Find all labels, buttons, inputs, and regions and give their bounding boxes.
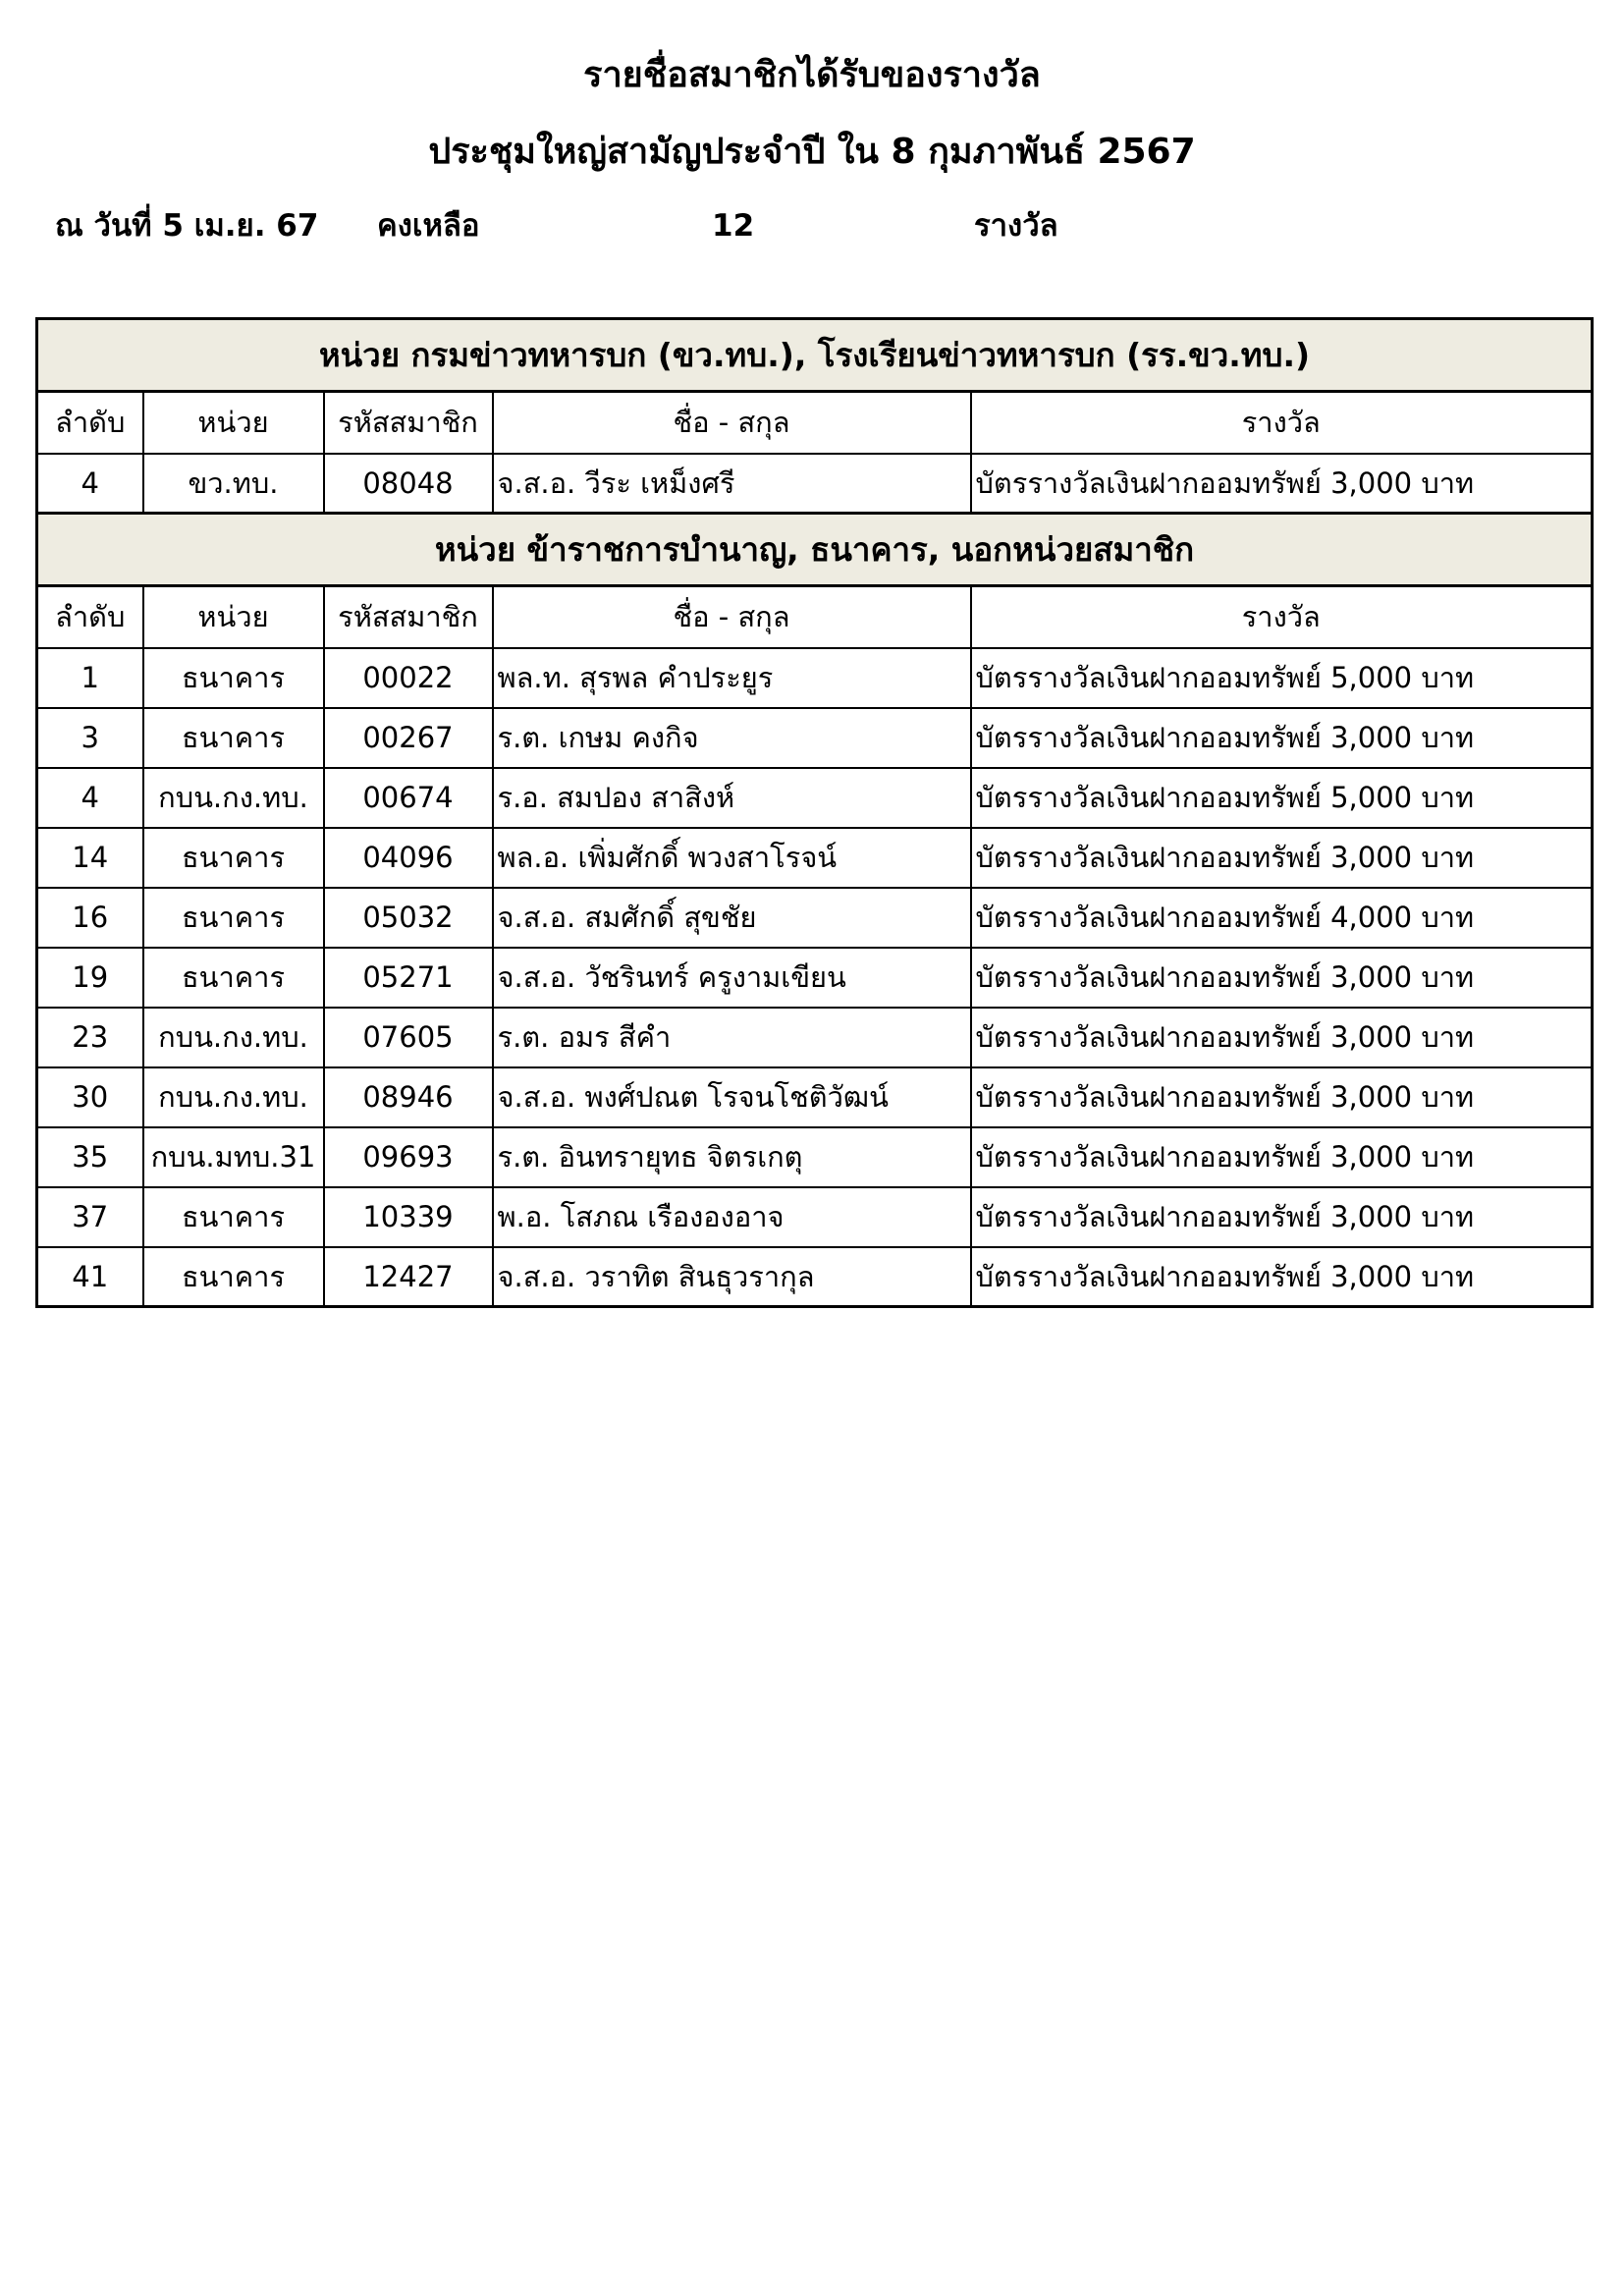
col-header-code: รหัสสมาชิก (324, 392, 493, 454)
table-row (37, 1127, 1593, 1187)
cell-name: ร.ต. อินทรายุทธ จิตรเกตุ (493, 1127, 971, 1187)
section-title: หน่วย กรมข่าวทหารบก (ขว.ทบ.), โรงเรียนข่าวทหารบก (รร.ขว.ทบ.) (37, 319, 1593, 392)
col-header-name: ชื่อ - สกุล (493, 392, 971, 454)
table-row (37, 1008, 1593, 1067)
cell-unit: ธนาคาร (143, 948, 324, 1008)
col-header-code: รหัสสมาชิก (324, 586, 493, 648)
cell-code: 05271 (324, 948, 493, 1008)
cell-code: 08946 (324, 1067, 493, 1127)
cell-prize: บัตรรางวัลเงินฝากออมทรัพย์ 3,000 บาท (971, 828, 1593, 888)
cell-code: 10339 (324, 1187, 493, 1247)
col-header-unit: หน่วย (143, 392, 324, 454)
cell-unit: ธนาคาร (143, 1187, 324, 1247)
table-row (37, 828, 1593, 888)
cell-unit: กบน.กง.ทบ. (143, 1067, 324, 1127)
col-header-unit: หน่วย (143, 586, 324, 648)
cell-unit: กบน.กง.ทบ. (143, 768, 324, 828)
cell-prize: บัตรรางวัลเงินฝากออมทรัพย์ 3,000 บาท (971, 454, 1593, 514)
cell-name: จ.ส.อ. พงศ์ปณต โรจนโชติวัฒน์ (493, 1067, 971, 1127)
cell-prize: บัตรรางวัลเงินฝากออมทรัพย์ 3,000 บาท (971, 1187, 1593, 1247)
cell-prize: บัตรรางวัลเงินฝากออมทรัพย์ 3,000 บาท (971, 948, 1593, 1008)
table-row (37, 768, 1593, 828)
cell-no: 1 (37, 648, 143, 708)
table-row (37, 454, 1593, 514)
cell-unit: ธนาคาร (143, 1247, 324, 1307)
remaining-count: 12 (712, 208, 755, 244)
cell-prize: บัตรรางวัลเงินฝากออมทรัพย์ 5,000 บาท (971, 648, 1593, 708)
document-title: รายชื่อสมาชิกได้รับของรางวัล (583, 55, 1041, 95)
col-header-no: ลำดับ (37, 586, 143, 648)
cell-name: จ.ส.อ. วีระ เหม็งศรี (493, 454, 971, 514)
document-subtitle: ประชุมใหญ่สามัญประจำปี ใน 8 กุมภาพันธ์ 2567 (428, 132, 1196, 172)
cell-unit: ขว.ทบ. (143, 454, 324, 514)
cell-name: พล.ท. สุรพล คำประยูร (493, 648, 971, 708)
col-header-name: ชื่อ - สกุล (493, 586, 971, 648)
section-header (37, 319, 1593, 392)
cell-code: 00674 (324, 768, 493, 828)
col-header-prize: รางวัล (971, 586, 1593, 648)
table-row (37, 648, 1593, 708)
table-row (37, 948, 1593, 1008)
table-row (37, 1187, 1593, 1247)
cell-no: 4 (37, 768, 143, 828)
cell-code: 00267 (324, 708, 493, 768)
col-header-prize: รางวัล (971, 392, 1593, 454)
cell-prize: บัตรรางวัลเงินฝากออมทรัพย์ 4,000 บาท (971, 888, 1593, 948)
col-header-no: ลำดับ (37, 392, 143, 454)
cell-name: ร.ต. เกษม คงกิจ (493, 708, 971, 768)
table-row (37, 708, 1593, 768)
cell-unit: ธนาคาร (143, 648, 324, 708)
cell-name: จ.ส.อ. วราทิต สินธุวรากุล (493, 1247, 971, 1307)
cell-unit: ธนาคาร (143, 828, 324, 888)
report-date: ณ วันที่ 5 เม.ย. 67 (55, 208, 319, 244)
cell-prize: บัตรรางวัลเงินฝากออมทรัพย์ 3,000 บาท (971, 1067, 1593, 1127)
cell-code: 09693 (324, 1127, 493, 1187)
cell-prize: บัตรรางวัลเงินฝากออมทรัพย์ 3,000 บาท (971, 708, 1593, 768)
cell-unit: ธนาคาร (143, 708, 324, 768)
cell-no: 41 (37, 1247, 143, 1307)
cell-code: 07605 (324, 1008, 493, 1067)
cell-name: พ.อ. โสภณ เรืององอาจ (493, 1187, 971, 1247)
cell-no: 4 (37, 454, 143, 514)
cell-no: 16 (37, 888, 143, 948)
cell-code: 00022 (324, 648, 493, 708)
column-header-row (37, 586, 1593, 648)
cell-name: จ.ส.อ. สมศักดิ์ สุขชัย (493, 888, 971, 948)
cell-code: 04096 (324, 828, 493, 888)
cell-code: 08048 (324, 454, 493, 514)
cell-no: 30 (37, 1067, 143, 1127)
remaining-label: คงเหลือ (377, 208, 480, 244)
cell-no: 35 (37, 1127, 143, 1187)
cell-no: 19 (37, 948, 143, 1008)
cell-prize: บัตรรางวัลเงินฝากออมทรัพย์ 5,000 บาท (971, 768, 1593, 828)
cell-prize: บัตรรางวัลเงินฝากออมทรัพย์ 3,000 บาท (971, 1127, 1593, 1187)
section-header (37, 514, 1593, 586)
cell-no: 3 (37, 708, 143, 768)
cell-prize: บัตรรางวัลเงินฝากออมทรัพย์ 3,000 บาท (971, 1247, 1593, 1307)
cell-name: ร.ต. อมร สีคำ (493, 1008, 971, 1067)
cell-code: 12427 (324, 1247, 493, 1307)
section-title: หน่วย ข้าราชการบำนาญ, ธนาคาร, นอกหน่วยสมาชิก (37, 514, 1593, 586)
cell-unit: ธนาคาร (143, 888, 324, 948)
table-row (37, 1067, 1593, 1127)
cell-no: 37 (37, 1187, 143, 1247)
cell-name: จ.ส.อ. วัชรินทร์ ครูงามเขียน (493, 948, 971, 1008)
cell-name: พล.อ. เพิ่มศักดิ์ พวงสาโรจน์ (493, 828, 971, 888)
cell-no: 23 (37, 1008, 143, 1067)
cell-prize: บัตรรางวัลเงินฝากออมทรัพย์ 3,000 บาท (971, 1008, 1593, 1067)
table-row (37, 888, 1593, 948)
column-header-row (37, 392, 1593, 454)
cell-unit: กบน.กง.ทบ. (143, 1008, 324, 1067)
awards-table (35, 317, 1594, 1308)
cell-unit: กบน.มทบ.31 (143, 1127, 324, 1187)
cell-code: 05032 (324, 888, 493, 948)
cell-no: 14 (37, 828, 143, 888)
cell-name: ร.อ. สมปอง สาสิงห์ (493, 768, 971, 828)
prize-unit-label: รางวัล (974, 208, 1058, 244)
table-row (37, 1247, 1593, 1307)
